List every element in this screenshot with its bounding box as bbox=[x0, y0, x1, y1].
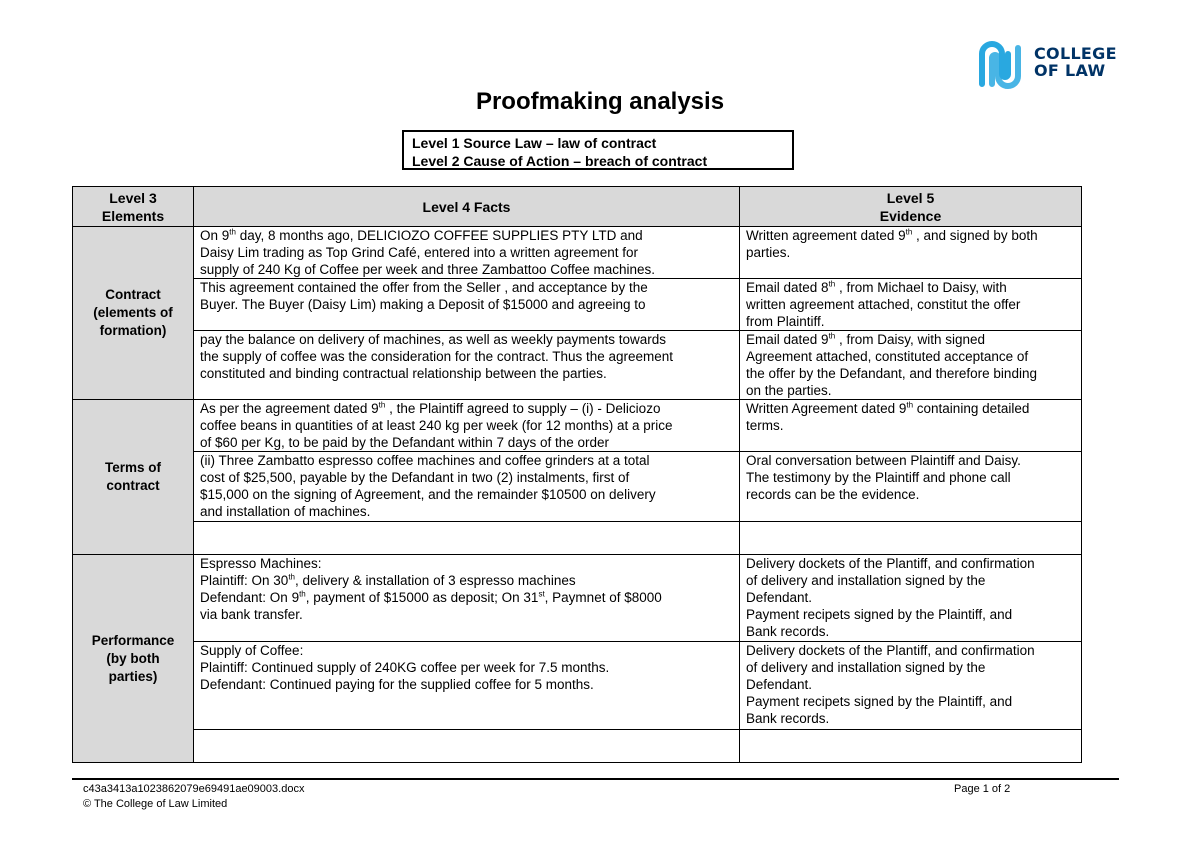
cell-line: supply of 240 Kg of Coffee per week and three Zambattoo Coffee machines. bbox=[200, 262, 656, 277]
source-law-box bbox=[402, 130, 794, 170]
proofmaking-table bbox=[72, 186, 1082, 763]
facts-cell-empty bbox=[194, 522, 740, 555]
footer-copyright: © The College of Law Limited bbox=[83, 798, 228, 810]
cell-line: Agreement attached, constituted acceptance of bbox=[746, 349, 1029, 364]
cell-line: written agreement attached, constitut the offer bbox=[746, 297, 1021, 312]
cell-line: The testimony by the Plaintiff and phone call bbox=[746, 470, 1011, 485]
element-line: Terms of bbox=[104, 460, 161, 475]
element-terms-of-contract bbox=[73, 400, 194, 555]
facts-cell bbox=[194, 331, 740, 400]
element-line: parties) bbox=[108, 668, 158, 684]
cell-line: Defendant: Continued paying for the supplied coffee for 5 months. bbox=[200, 677, 594, 692]
cell-line: Defendant: On 9th, payment of $15000 as deposit; On 31st, Paymnet of $8000 bbox=[200, 589, 662, 605]
table-row-empty bbox=[73, 522, 1082, 555]
facts-cell bbox=[194, 555, 740, 642]
cell-line: via bank transfer. bbox=[200, 607, 303, 622]
header-level5 bbox=[740, 187, 1082, 227]
brand-line-2: OF LAW bbox=[1034, 61, 1106, 80]
table-row bbox=[73, 555, 1082, 642]
table-row bbox=[73, 331, 1082, 400]
header-level3-line1: Level 3 bbox=[109, 189, 157, 206]
cell-line: Email dated 8th , from Michael to Daisy, with bbox=[746, 279, 1007, 295]
table-row bbox=[73, 400, 1082, 452]
evidence-cell bbox=[740, 400, 1082, 452]
cell-line: Written agreement dated 9th , and signed by both bbox=[746, 227, 1038, 243]
cell-line: and installation of machines. bbox=[200, 504, 371, 519]
table-header-row bbox=[73, 187, 1082, 227]
header-level3 bbox=[73, 187, 194, 227]
footer-divider bbox=[72, 778, 1119, 780]
table-row bbox=[73, 279, 1082, 331]
level-1-text: Level 1 Source Law – law of contract bbox=[412, 135, 657, 151]
cell-line: of delivery and installation signed by the bbox=[746, 573, 986, 588]
element-line: Performance bbox=[91, 632, 175, 648]
cell-line: (ii) Three Zambatto espresso coffee machines and coffee grinders at a total bbox=[200, 453, 650, 468]
cell-line: Defendant. bbox=[746, 590, 813, 605]
element-line: (by both bbox=[106, 650, 160, 666]
facts-cell bbox=[194, 452, 740, 522]
facts-cell bbox=[194, 400, 740, 452]
cell-line: Plaintiff: Continued supply of 240KG coffee per week for 7.5 months. bbox=[200, 660, 610, 675]
evidence-cell-empty bbox=[740, 522, 1082, 555]
cell-line: coffee beans in quantities of at least 240 kg per week (for 12 months) at a price bbox=[200, 418, 673, 433]
cell-line: on the parties. bbox=[746, 383, 832, 398]
brand-text bbox=[1034, 45, 1117, 79]
cell-line: Buyer. The Buyer (Daisy Lim) making a Deposit of $15000 and agreeing to bbox=[200, 297, 646, 312]
facts-cell bbox=[194, 279, 740, 331]
element-contract-formation bbox=[73, 227, 194, 400]
element-line: (elements of bbox=[93, 305, 173, 320]
cell-line: constituted and binding contractual relationship between the parties. bbox=[200, 366, 607, 381]
brand-line-1: COLLEGE bbox=[1034, 44, 1117, 63]
cell-line: Payment recipets signed by the Plaintiff, and bbox=[746, 607, 1013, 622]
header-level3-line2: Elements bbox=[101, 207, 165, 224]
header-level5-line1: Level 5 bbox=[886, 189, 935, 206]
element-line: contract bbox=[106, 478, 160, 493]
evidence-cell-empty bbox=[740, 730, 1082, 763]
header-level4: Level 4 Facts bbox=[194, 187, 740, 227]
cell-line: Daisy Lim trading as Top Grind Café, entered into a written agreement for bbox=[200, 245, 638, 260]
evidence-cell bbox=[740, 227, 1082, 279]
element-line: Contract bbox=[105, 287, 161, 302]
cell-line: Bank records. bbox=[746, 624, 830, 639]
element-performance bbox=[73, 555, 194, 763]
cell-line: Defendant. bbox=[746, 677, 813, 692]
evidence-cell bbox=[740, 279, 1082, 331]
facts-cell bbox=[194, 227, 740, 279]
footer-filename: c43a3413a1023862079e69491ae09003.docx bbox=[83, 783, 305, 795]
cell-line: terms. bbox=[746, 418, 784, 433]
cell-line: This agreement contained the offer from the Seller , and acceptance by the bbox=[200, 280, 648, 295]
college-of-law-logo bbox=[978, 40, 1123, 90]
cell-line: Oral conversation between Plaintiff and Daisy. bbox=[746, 453, 1021, 468]
header-level5-line2: Evidence bbox=[879, 207, 942, 224]
cell-line: Email dated 9th , from Daisy, with signed bbox=[746, 331, 986, 347]
page-title: Proofmaking analysis bbox=[475, 88, 725, 115]
cell-line: Written Agreement dated 9th containing detailed bbox=[746, 400, 1030, 416]
table-row bbox=[73, 452, 1082, 522]
cell-line: $15,000 on the signing of Agreement, and the remainder $10500 on delivery bbox=[200, 487, 656, 502]
evidence-cell bbox=[740, 555, 1082, 642]
cell-line: Supply of Coffee: bbox=[200, 643, 304, 658]
evidence-cell bbox=[740, 452, 1082, 522]
cell-line: from Plaintiff. bbox=[746, 314, 825, 329]
cell-line: Plaintiff: On 30th, delivery & installation of 3 espresso machines bbox=[200, 572, 576, 588]
cell-line: parties. bbox=[746, 245, 791, 260]
cell-line: Bank records. bbox=[746, 711, 830, 726]
cell-line: Delivery dockets of the Plantiff, and confirmation bbox=[746, 643, 1035, 658]
element-line: formation) bbox=[99, 323, 167, 338]
cell-line: On 9th day, 8 months ago, DELICIOZO COFFEE SUPPLIES PTY LTD and bbox=[200, 227, 643, 243]
facts-cell-empty bbox=[194, 730, 740, 763]
cell-line: Espresso Machines: bbox=[200, 556, 322, 571]
cell-line: of $60 per Kg, to be paid by the Defandant within 7 days of the order bbox=[200, 435, 610, 450]
college-logo-icon bbox=[978, 40, 1028, 90]
footer-page-number: Page 1 of 2 bbox=[954, 783, 1011, 795]
cell-line: pay the balance on delivery of machines, as well as weekly payments towards bbox=[200, 332, 666, 347]
cell-line: Payment recipets signed by the Plaintiff, and bbox=[746, 694, 1013, 709]
cell-line: records can be the evidence. bbox=[746, 487, 920, 502]
cell-line: of delivery and installation signed by the bbox=[746, 660, 986, 675]
evidence-cell bbox=[740, 642, 1082, 730]
cell-line: the offer by the Defandant, and therefore binding bbox=[746, 366, 1037, 381]
evidence-cell bbox=[740, 331, 1082, 400]
cell-line: Delivery dockets of the Plantiff, and confirmation bbox=[746, 556, 1035, 571]
cell-line: As per the agreement dated 9th , the Plaintiff agreed to supply – (i) - Deliciozo bbox=[200, 400, 661, 416]
cell-line: the supply of coffee was the consideration for the contract. Thus the agreement bbox=[200, 349, 674, 364]
cell-line: cost of $25,500, payable by the Defandant in two (2) instalments, first of bbox=[200, 470, 630, 485]
level-2-text: Level 2 Cause of Action – breach of contract bbox=[412, 153, 708, 169]
table-row bbox=[73, 227, 1082, 279]
table-row-empty bbox=[73, 730, 1082, 763]
table-row bbox=[73, 642, 1082, 730]
facts-cell bbox=[194, 642, 740, 730]
